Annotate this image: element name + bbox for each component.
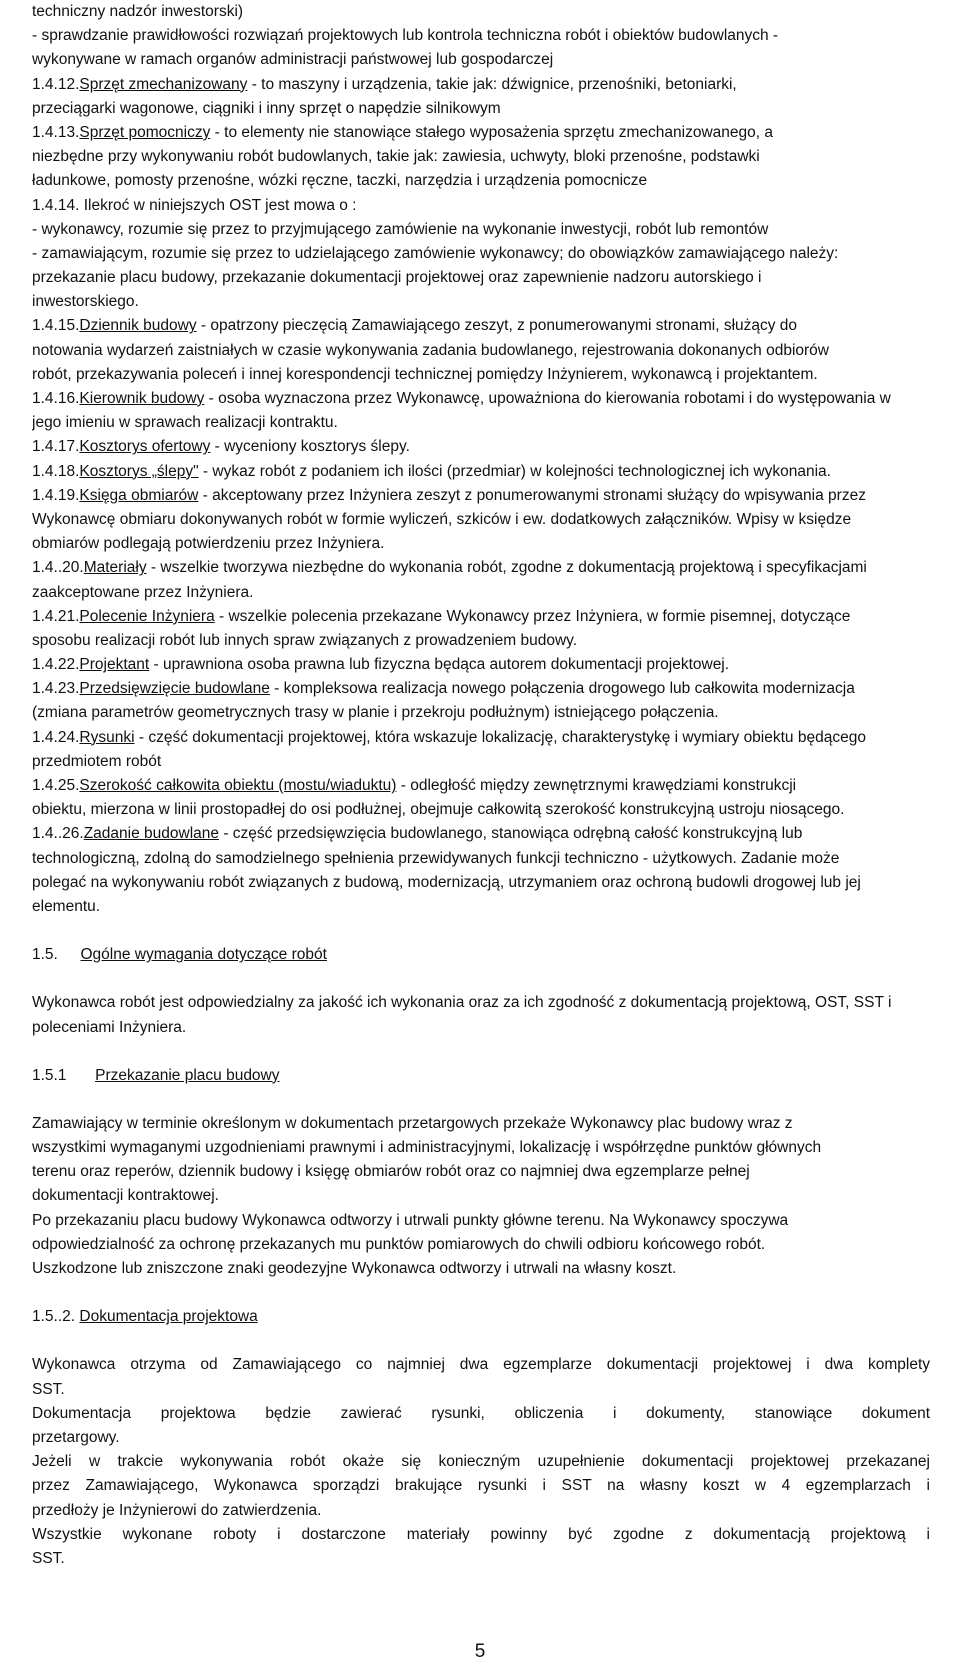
definition-text: - opatrzony pieczęcią Zamawiającego zeszyt, z ponumerowanymi stronami, służący do [196, 317, 798, 335]
paragraph-line: przetargowy. [32, 1428, 120, 1446]
definition-text: - to maszyny i urządzenia, takie jak: dźwignice, przenośniki, betoniarki, [247, 75, 737, 93]
section-paragraph [32, 991, 930, 1039]
definition-line: notowania wydarzeń zaistniałych w czasie wykonywania zadania budowlanego, rejestrowania dokonanych odbiorów [32, 341, 829, 359]
definition-first-line [32, 387, 930, 411]
section-number: 1.5.1 [32, 1066, 67, 1084]
definition-first-line [32, 460, 930, 484]
paragraph-line: Uszkodzone lub zniszczone znaki geodezyjne Wykonawca odtworzy i utrwali na własny koszt. [32, 1260, 677, 1277]
definition-line: zaakceptowane przez Inżyniera. [32, 583, 254, 601]
definition-term: Projektant [79, 656, 150, 674]
section-heading [32, 1064, 930, 1088]
paragraph-line: poleceniami Inżyniera. [32, 1018, 187, 1036]
definition-line: - sprawdzanie prawidłowości rozwiązań projektowych lub kontrola techniczna robót i obiektów budowlanych - [32, 27, 779, 45]
section-paragraph [32, 1112, 930, 1281]
definition-line: - zamawiającym, rozumie się przez to udzielającego zamówienie wykonawcy; do obowiązków zamawiającego należy: [32, 244, 839, 262]
paragraph-line: terenu oraz reperów, dziennik budowy i księgę obmiarów robót oraz co najmniej dwa egzemplarze pełnej [32, 1163, 750, 1181]
definition-text: - kompleksowa realizacja nowego połączenia drogowego lub całkowita modernizacja [269, 680, 855, 698]
definition-line: przedmiotem robót [32, 752, 162, 770]
section-paragraph [32, 1353, 930, 1571]
section-title: Dokumentacja projektowa [79, 1308, 258, 1326]
definition-line: polegać na wykonywaniu robót związanych z budową, modernizacją, utrzymaniem oraz ochroną budowli drogowej lub jej [32, 873, 861, 891]
definition-term: Szerokość całkowita obiektu (mostu/wiaduktu) [79, 777, 397, 794]
definition-first-line [32, 484, 930, 508]
definition-term: Kierownik budowy [79, 390, 205, 407]
definition-number: 1.4.18. [32, 462, 80, 480]
definition-term: Sprzęt zmechanizowany [79, 75, 248, 93]
definition-term: Sprzęt pomocniczy [79, 123, 211, 141]
definition-term: Księga obmiarów [79, 486, 199, 504]
paragraph-line: przez Zamawiającego, Wykonawca sporządzi brakujące rysunki i SST na własny koszt w 4 egzemplarzach i [32, 1477, 930, 1495]
definition-text: - wykaz robót z podaniem ich ilości (przedmiar) w kolejności technologicznej ich wykonania. [198, 462, 831, 480]
definition-first-line [32, 121, 930, 145]
page-number: 5 [474, 1641, 486, 1662]
definition-line: przekazanie placu budowy, przekazanie dokumentacji projektowej oraz zapewnienie nadzoru autorskiego i [32, 269, 762, 287]
definition-text: - wszelkie tworzywa niezbędne do wykonania robót, zgodne z dokumentacją projektową i specyfikacjami [146, 559, 867, 577]
paragraph-line: Wykonawca robót jest odpowiedzialny za jakość ich wykonania oraz za ich zgodność z dokumentacją projektową, OST, SST i [32, 994, 892, 1012]
paragraph-line: Po przekazaniu placu budowy Wykonawca odtworzy i utrwali punkty główne terenu. Na Wykonawcy spoczywa [32, 1211, 789, 1229]
definition-number: 1.4.19. [32, 486, 80, 504]
definition-first-line [32, 774, 930, 798]
paragraph-line: SST. [32, 1549, 65, 1567]
definition-first-line [32, 822, 930, 846]
definition-line: obmiarów podlegają potwierdzeniu przez Inżyniera. [32, 535, 385, 553]
definition-term: Rysunki [79, 728, 135, 746]
definition-number: 1.4..20. [32, 559, 84, 577]
definition-number: 1.4.21. [32, 607, 80, 625]
paragraph-line: dokumentacji kontraktowej. [32, 1187, 219, 1205]
definition-number: 1.4.22. [32, 656, 80, 674]
definition-number: 1.4.23. [32, 680, 80, 698]
definition-text: - wszelkie polecenia przekazane Wykonawcy przez Inżyniera, w formie pisemnej, dotyczące [214, 607, 851, 625]
definition-text: Ilekroć w niniejszych OST jest mowa o : [79, 196, 357, 214]
definition-term: Kosztorys ofertowy [79, 438, 211, 456]
definition-number: 1.4.12. [32, 75, 80, 93]
definition-line: technologiczną, zdolną do samodzielnego spełnienia przewidywanych funkcji techniczno - użytkowych. Zadanie może [32, 849, 840, 867]
definition-text: - to elementy nie stanowiące stałego wyposażenia sprzętu zmechanizowanego, a [210, 123, 773, 141]
definition-line: sposobu realizacji robót lub innych spraw związanych z prowadzeniem budowy. [32, 631, 578, 649]
definition-first-line [32, 314, 930, 338]
paragraph-line: SST. [32, 1380, 65, 1398]
paragraph-line: odpowiedzialność za ochronę przekazanych mu punktów pomiarowych do chwili odbioru końcowego robót. [32, 1235, 766, 1253]
paragraph-line: przedłoży je Inżynierowi do zatwierdzenia. [32, 1501, 322, 1519]
definition-first-line [32, 556, 930, 580]
definition-line: elementu. [32, 897, 101, 915]
definition-first-line [32, 653, 930, 677]
definition-first-line [32, 435, 930, 459]
definition-term: Zadanie budowlane [83, 825, 220, 843]
section-heading [32, 1305, 930, 1329]
definition-line: robót, przekazywania poleceń i innej korespondencji technicznej pomiędzy Inżynierem, wykonawcą i projektantem. [32, 365, 818, 383]
definition-term: Polecenie Inżyniera [79, 607, 215, 625]
definition-number: 1.4.24. [32, 728, 80, 746]
paragraph-line: Jeżeli w trakcie wykonywania robót okaże się konieczným uzupełnienie dokumentacji projektowej przekazanej [32, 1453, 930, 1471]
definition-number: 1.4..26. [32, 825, 84, 843]
definition-line: Wykonawcę obmiaru dokonywanych robót w formie wyliczeń, szkiców i ew. dodatkowych załączników. Wpisy w księdze [32, 510, 852, 528]
definition-line: jego imieniu w sprawach realizacji kontraktu. [32, 414, 338, 432]
section-number: 1.5. [32, 946, 58, 964]
definition-line: - wykonawcy, rozumie się przez to przyjmującego zamówienie na wykonanie inwestycji, robót lub remontów [32, 220, 769, 238]
section-title: Ogólne wymagania dotyczące robót [80, 946, 327, 964]
section-heading [32, 943, 930, 967]
definition-text: - część dokumentacji projektowej, która wskazuje lokalizację, charakterystykę i wymiary obiektu będącego [134, 728, 866, 746]
definition-term: Dziennik budowy [79, 317, 197, 335]
definition-first-line [32, 194, 930, 218]
definition-first-line [32, 605, 930, 629]
definition-line: przeciągarki wagonowe, ciągniki i inny sprzęt o napędzie silnikowym [32, 99, 501, 117]
paragraph-line: wszystkimi wymaganymi uzgodnieniami prawnymi i administracyjnymi, lokalizację i współrzędne punktów głównych [32, 1139, 822, 1157]
definition-term: Materiały [83, 559, 147, 577]
definition-number: 1.4.14. [32, 196, 80, 214]
definition-text: - akceptowany przez Inżyniera zeszyt z ponumerowanymi stronami służący do wpisywania przez [198, 486, 866, 504]
definition-number: 1.4.25. [32, 777, 80, 794]
definition-line: obiektu, mierzona w linii prostopadłej do osi podłużnej, obejmuje całkowitą szerokość konstrukcyjną ustroju niosącego. [32, 801, 845, 819]
section-number: 1.5..2. [32, 1308, 76, 1326]
definition-line: niezbędne przy wykonywaniu robót budowlanych, takie jak: zawiesia, uchwyty, bloki przenośne, podstawki [32, 148, 760, 166]
definition-text: - uprawniona osoba prawna lub fizyczna będąca autorem dokumentacji projektowej. [149, 656, 730, 674]
definition-text: - odległość między zewnętrznymi krawędziami konstrukcji [396, 777, 797, 794]
definition-text: - osoba wyznaczona przez Wykonawcę, upoważniona do kierowania robotami i do występowania w [204, 390, 891, 407]
definition-line: (zmiana parametrów geometrycznych trasy w planie i przekroju podłużnym) istniejącego połączenia. [32, 704, 719, 722]
definitions-list [32, 0, 930, 919]
definition-first-line [32, 726, 930, 750]
paragraph-line: Zamawiający w terminie określonym w dokumentach przetargowych przekaże Wykonawcy plac budowy wraz z [32, 1114, 793, 1132]
definition-term: Przedsięwzięcie budowlane [79, 680, 270, 698]
definition-first-line [32, 677, 930, 701]
definition-text: - część przedsięwzięcia budowlanego, stanowiąca odrębną całość konstrukcyjną lub [219, 825, 803, 843]
paragraph-line: Dokumentacja projektowa będzie zawierać rysunki, obliczenia i dokumenty, stanowiące dokument [32, 1404, 930, 1422]
section-title: Przekazanie placu budowy [95, 1066, 280, 1084]
definition-number: 1.4.17. [32, 438, 80, 456]
paragraph-line: Wykonawca otrzyma od Zamawiającego co najmniej dwa egzemplarze dokumentacji projektowej i dwa komplety [32, 1356, 930, 1374]
definition-line: inwestorskiego. [32, 293, 139, 311]
definition-number: 1.4.15. [32, 317, 80, 335]
definition-line: techniczny nadzór inwestorski) [32, 3, 244, 20]
paragraph-line: Wszystkie wykonane roboty i dostarczone materiały powinny być zgodne z dokumentacją projektową i [32, 1525, 930, 1543]
definition-text: - wyceniony kosztorys ślepy. [210, 438, 410, 456]
definition-line: wykonywane w ramach organów administracji państwowej lub gospodarczej [32, 51, 554, 69]
definition-term: Kosztorys „ślepy" [79, 462, 199, 480]
definition-line: ładunkowe, pomosty przenośne, wózki ręczne, taczki, narzędzia i urządzenia pomocnicze [32, 172, 648, 190]
definition-number: 1.4.13. [32, 123, 80, 141]
definition-number: 1.4.16. [32, 390, 80, 407]
definition-first-line [32, 73, 930, 97]
